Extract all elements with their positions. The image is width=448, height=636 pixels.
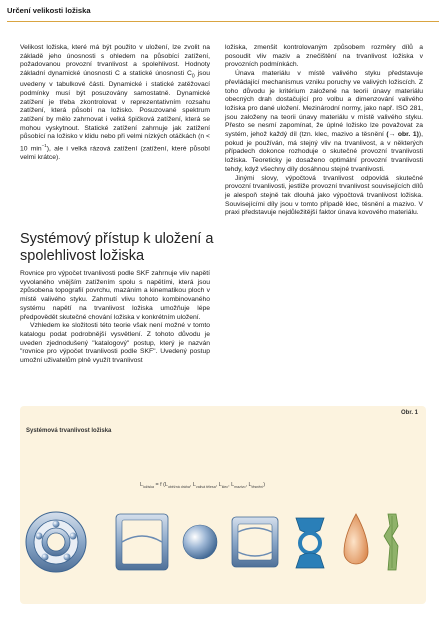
figure-number: Obr. 1 (400, 410, 418, 416)
bearing-icon (26, 512, 86, 572)
paragraph: Jinými slovy, výpočtová trvanlivost odpovídá skutečné provozní trvanlivosti, jestliže provozní trvanlivost souvisejících dílů je alespoň stejně tak dlouhá jako výpočtová trvanlivost ložiska. Souvisejícími díly jsou v tomto případě klec, těsnění a mazivo. V praxi představuje nejdůležitější faktor únava kovového materiálu. (225, 174, 423, 217)
paragraph: Únava materiálu v místě valivého styku představuje převládající mechanismus vzniku poruchy ve valivých ložiscích. Z toho důvodu je kritérium založené na teorii únavy materiálu obecných drah dostačující pro volbu a dimenzování valivého ložiska pro dané uložení. Mezinárodní normy, jako např. ISO 281, jsou založeny na teorii únavy materiálu v místě valivého styku. Přesto se nesmí zapomínat, že úplné ložisko lze považovat za systém, jehož každý díl (tzn. klec, mazivo a těsnění (→ obr. 1)), pokud je používán, má stejný vliv na trvanlivost, a v některých případech dokonce rozhoduje o skutečné provozní trvanlivosti ložiska. Teoreticky je dosaženo optimální provozní trvanlivosti tehdy, když všechny díly dosáhnou stejné trvanlivosti. (225, 70, 423, 173)
system-life-formula: $L_{ložiska} = f$ ($L_{oběžná dráha}$, $L_{valivá tělesa}$, $L_{klec}$, $L_{mazivo}$, $L_{těsnění}$) (140, 482, 266, 490)
section-title: Systémový přístup k uložení a spolehlivost ložiska (20, 231, 214, 264)
page-header (7, 5, 439, 22)
cage-icon (296, 518, 324, 568)
inner-ring-icon (232, 517, 278, 567)
system-column-right (225, 44, 423, 218)
header-title: Určení velikosti ložiska (7, 6, 91, 15)
figure-reference-link[interactable]: (→ obr. 1) (386, 131, 419, 139)
ball-icon (183, 525, 217, 559)
intro-paragraph: Velikost ložiska, které má být použito v uložení, lze zvolit na základě jeho únosnosti s ohledem na působící zatížení, požadovanou provozní trvanlivost a spolehlivost. Hodnoty základní dynamické únosnosti C a statické únosnosti $C_0$ jsou uvedeny v tabulkové části. Dynamické i statické zatěžovací podmínky musí být posuzovány samostatně. Dynamické zatížení je třeba zkontrolovat v reprezentativním rozsahu zatížení, která působí na ložisko. Posuzované spektrum zatížení by mělo zahrnovat i velká špičková zatížení, která se mohou vyskytnout. Statické zatížení zahrnuje jak zatížení působící na ložisko v klidu nebo při velmi nízkých otáčkách (n < 10 $\min^{-1}$), ale i velká rázová zatížení (zatížení, které působí velmi krátce). (20, 44, 210, 162)
outer-ring-icon (116, 514, 168, 570)
seal-icon (384, 514, 398, 570)
system-column-left (20, 270, 210, 366)
paragraph: Rovnice pro výpočet trvanlivosti podle SKF zahrnuje vliv napětí vyvolaného vnějším zatížením spolu s napětími, která jsou způsobena topografií povrchu, mazáním a kinematikou ploch v místě valivého styku. Zahrnutí vlivu tohoto kombinovaného systému napětí na trvanlivost ložiska umožňuje lépe předpovědět skutečné chování ložiska v konkrétním uložení. (20, 270, 210, 321)
figure-title: Systémová trvanlivost ložiska (26, 428, 112, 434)
paragraph: Vzhledem ke složitosti této teorie však není možné v tomto katalogu podat podrobnější vysvětlení. Z tohoto důvodu je uveden zjednodušený "katalogový" postup, který je nazván "rovnice pro výpočet trvanlivosti podle SKF". Uvedený postup umožní uživatelům plně využít trvanlivost (20, 322, 210, 365)
intro-column (20, 44, 210, 163)
lubricant-drop-icon (344, 514, 368, 564)
figure-illustration (20, 406, 426, 604)
figure-panel (20, 406, 426, 604)
paragraph: ložiska, zmenšit kontrolovaným způsobem rozměry dílů a posoudit vliv maziv a znečištění na trvanlivost ložiska v provozních podmínkách. (225, 44, 423, 69)
